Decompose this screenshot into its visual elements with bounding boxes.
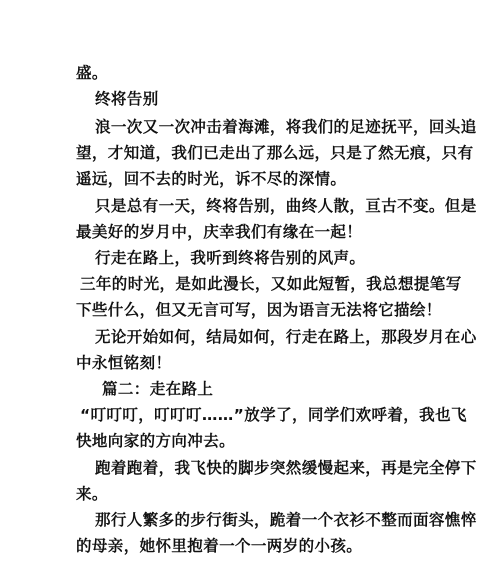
text-line: 浪一次又一次冲击着海滩，将我们的足迹抚平，回头追 — [95, 118, 477, 136]
text-line: 只是总有一天，终将告别，曲终人散，亘古不变。但是 — [95, 197, 477, 215]
text-line: 快地向家的方向冲去。 — [76, 432, 236, 450]
text-line: 三年的时光，是如此漫长，又如此短暂，我总想提笔写 — [80, 275, 462, 293]
text-line: 遥远，回不去的时光，诉不尽的深情。 — [76, 170, 347, 188]
text-line: 望，才知道，我们已走出了那么远，只是了然无痕，只有 — [76, 144, 474, 162]
text-line: 最美好的岁月中，庆幸我们有缘在一起！ — [76, 223, 363, 241]
text-line: 盛。 — [76, 64, 108, 82]
text-line: 无论开始如何，结局如何，行走在路上，那段岁月在心 — [95, 328, 477, 346]
text-line: 下些什么，但又无言可写，因为语言无法将它描绘！ — [76, 301, 442, 319]
text-line: 行走在路上，我听到终将告别的风声。 — [95, 249, 366, 267]
section-heading: 终将告别 — [95, 90, 159, 108]
text-line: 那行人繁多的步行街头，跪着一个衣衫不整而面容憔悴 — [95, 511, 477, 529]
text-line: 的母亲，她怀里抱着一个一两岁的小孩。 — [76, 537, 363, 555]
text-line: 跑着跑着，我飞快的脚步突然缓慢起来，再是完全停下 — [95, 459, 477, 477]
text-line: “叮叮叮，叮叮叮……”放学了，同学们欢呼着，我也飞 — [80, 406, 467, 424]
section-heading: 篇二：走在路上 — [102, 380, 214, 398]
text-line: 中永恒铭刻！ — [76, 354, 172, 372]
text-line: 来。 — [76, 485, 108, 503]
